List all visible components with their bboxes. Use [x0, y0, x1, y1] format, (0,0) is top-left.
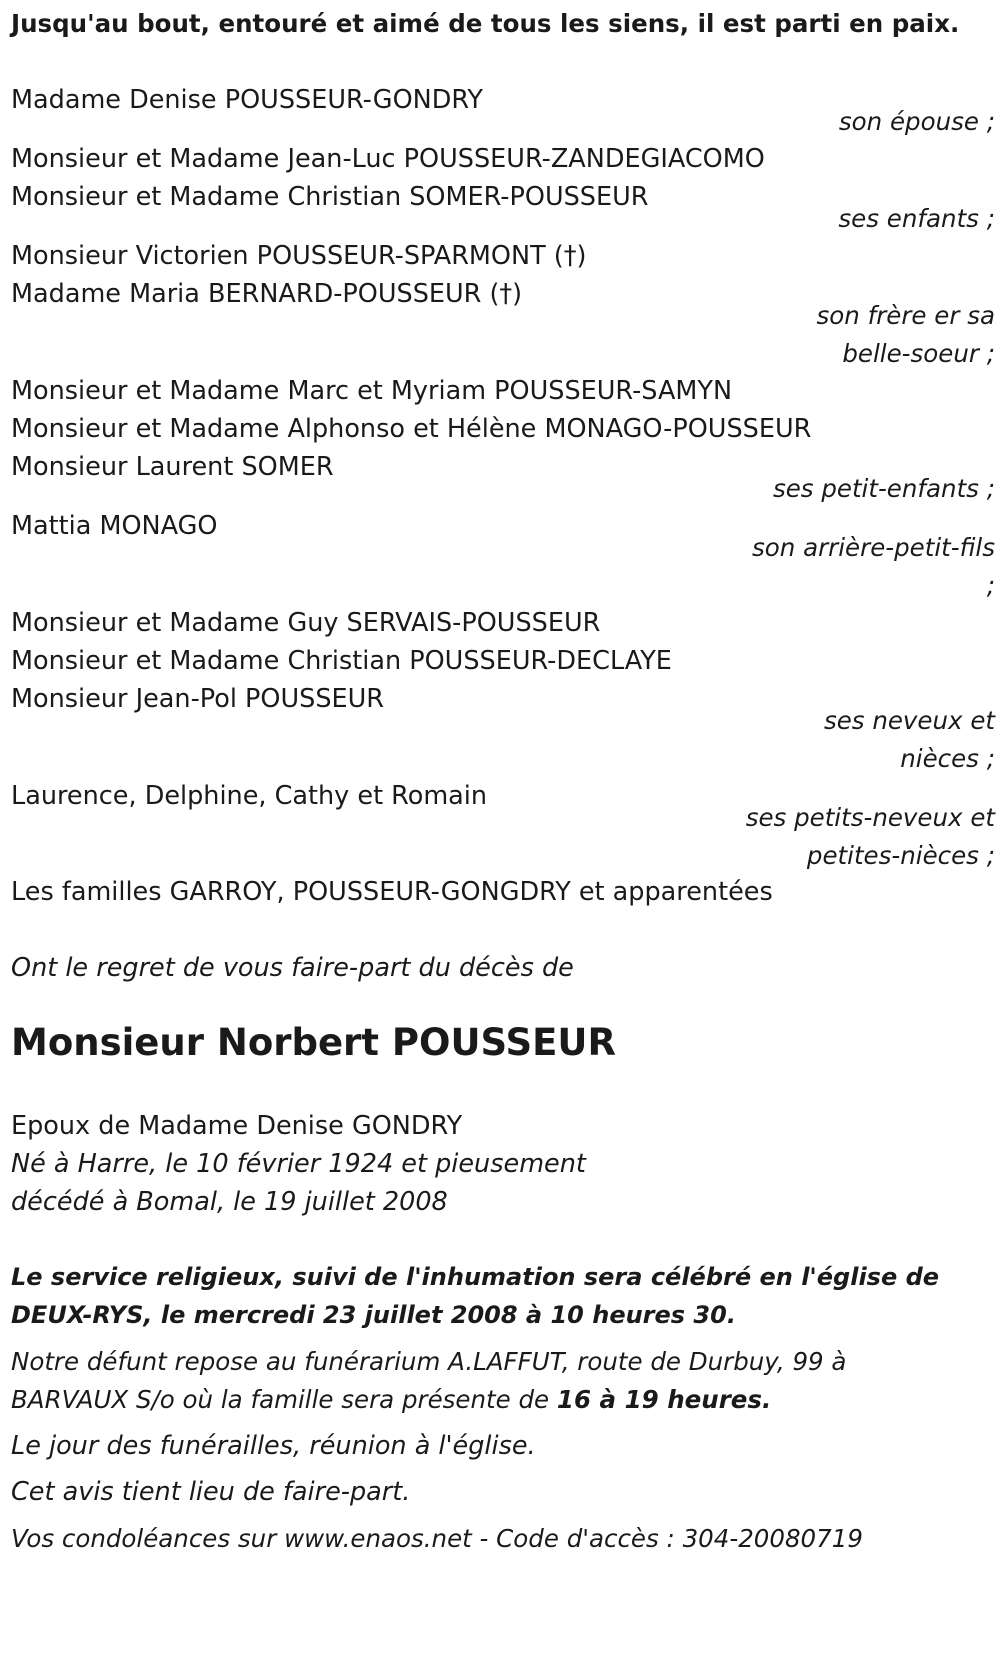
- rest-line1: Notre défunt repose au funérarium A.LAFFUT, route de Durbuy, 99 à: [11, 1347, 847, 1376]
- child-name: Monsieur et Madame Christian SOMER-POUSSEUR: [11, 182, 649, 212]
- nephew-name: Monsieur et Madame Christian POUSSEUR-DECLAYE: [11, 646, 672, 676]
- rest-line2-text: BARVAUX S/o où la famille sera présente de: [11, 1385, 557, 1414]
- nephew-name: Monsieur et Madame Guy SERVAIS-POUSSEUR: [11, 608, 601, 638]
- sibling-name: Monsieur Victorien POUSSEUR-SPARMONT (†): [11, 241, 587, 271]
- grand-nephews-relation-line2: petites-nièces ;: [806, 841, 995, 870]
- rest-line2: [11, 1384, 771, 1416]
- great-grandchild-relation-line2: ;: [986, 571, 995, 600]
- great-grandchild-name: Mattia MONAGO: [11, 511, 218, 541]
- children-relation: ses enfants ;: [838, 204, 995, 233]
- condolences-line: Vos condoléances sur www.enaos.net - Code d'accès : 304-20080719: [11, 1524, 863, 1553]
- funeral-day-line: Le jour des funérailles, réunion à l'église.: [11, 1431, 536, 1461]
- child-name: Monsieur et Madame Jean-Luc POUSSEUR-ZANDEGIACOMO: [11, 144, 765, 174]
- grand-nephews-names: Laurence, Delphine, Cathy et Romain: [11, 781, 488, 811]
- birth-line: Né à Harre, le 10 février 1924 et pieusement: [11, 1149, 586, 1179]
- announcement-text: Ont le regret de vous faire-part du décès de: [11, 953, 574, 983]
- header-text: Jusqu'au bout, entouré et aimé de tous les siens, il est parti en paix.: [11, 9, 960, 38]
- sibling-name: Madame Maria BERNARD-POUSSEUR (†): [11, 279, 523, 309]
- rest-hours: 16 à 19 heures.: [556, 1385, 772, 1414]
- nephews-relation-line2: nièces ;: [900, 744, 995, 773]
- grandchildren-relation: ses petit-enfants ;: [772, 474, 995, 503]
- families-line: Les familles GARROY, POUSSEUR-GONGDRY et apparentées: [11, 877, 773, 907]
- nephews-relation-line1: ses neveux et: [823, 706, 995, 735]
- service-line2: DEUX-RYS, le mercredi 23 juillet 2008 à 10 heures 30.: [11, 1301, 736, 1329]
- nephew-name: Monsieur Jean-Pol POUSSEUR: [11, 684, 385, 714]
- grandchild-name: Monsieur et Madame Alphonso et Hélène MONAGO-POUSSEUR: [11, 414, 812, 444]
- notice-line: Cet avis tient lieu de faire-part.: [11, 1477, 411, 1507]
- spouse-name: Madame Denise POUSSEUR-GONDRY: [11, 85, 484, 115]
- great-grandchild-relation-line1: son arrière-petit-fils: [752, 533, 995, 562]
- grandchild-name: Monsieur et Madame Marc et Myriam POUSSEUR-SAMYN: [11, 376, 733, 406]
- spouse-of-line: Epoux de Madame Denise GONDRY: [11, 1111, 463, 1141]
- siblings-relation-line1: son frère er sa: [816, 301, 995, 330]
- grandchild-name: Monsieur Laurent SOMER: [11, 452, 334, 482]
- service-line1: Le service religieux, suivi de l'inhumation sera célébré en l'église de: [11, 1263, 940, 1291]
- deceased-name: Monsieur Norbert POUSSEUR: [11, 1021, 616, 1064]
- death-line: décédé à Bomal, le 19 juillet 2008: [11, 1187, 448, 1217]
- siblings-relation-line2: belle-soeur ;: [842, 339, 995, 368]
- spouse-relation: son épouse ;: [838, 107, 995, 136]
- grand-nephews-relation-line1: ses petits-neveux et: [745, 803, 995, 832]
